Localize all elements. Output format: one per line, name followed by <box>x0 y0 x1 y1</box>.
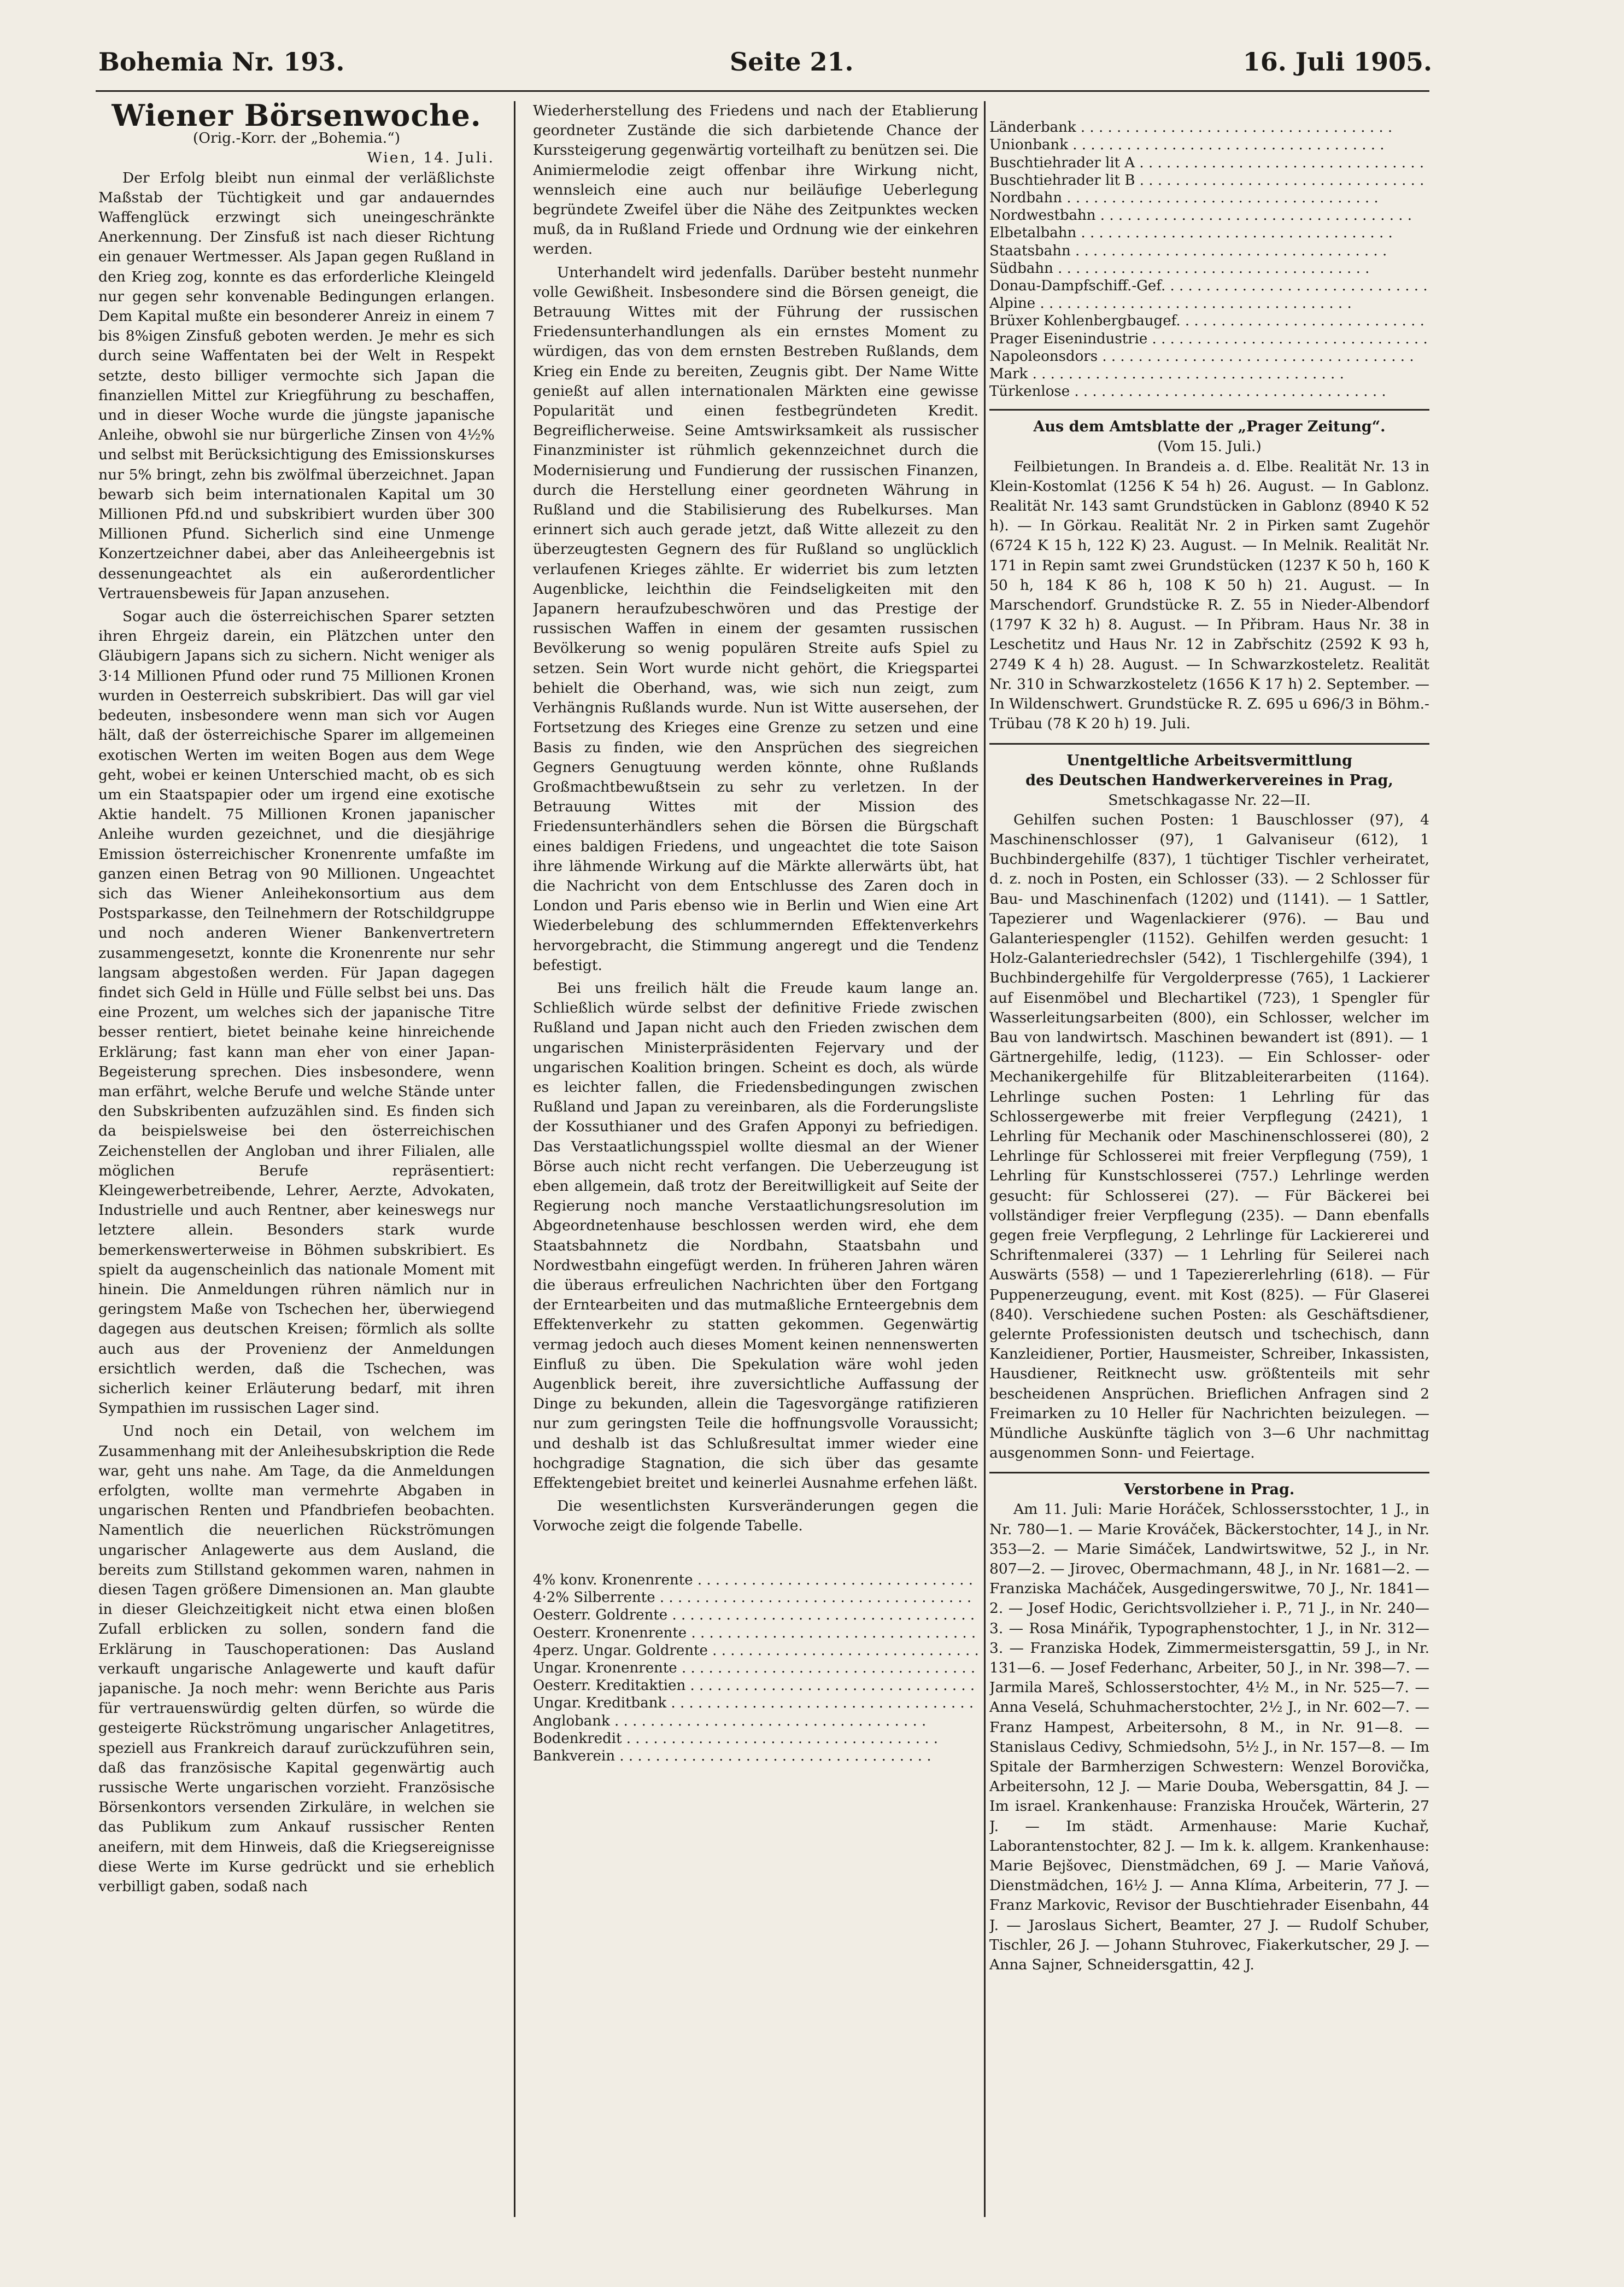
section-paragraph: Feilbietungen. In Brandeis a. d. Elbe. Realität Nr. 13 in Klein-Kostomlat (1256 K 54 h) 26. August. — In Gablonz. Realität Nr. 143 samt Grundstücken in Gablonz (8940 K 52 h). — In Görkau. Realität Nr. 2 in Pirken samt Zugehör (6724 K 15 h, 122 K) 23. August. — In Melnik. Realität Nr. 171 in Repin samt zwei Grundstücken (1237 K 50 h, 160 K 50 h, 184 K 86 h, 108 K 50 h) 21. August. — In Marschendorf. Grundstücke R. Z. 55 in Nieder-Albendorf (1797 K 32 h) 8. August. — In Přibram. Haus Nr. 38 in Leschetitz und Haus Nr. 12 in Zabřschitz (2592 K 93 h, 2749 K 4 h) 28. August. — In Schwarzkosteletz. Realität Nr. 310 in Schwarzkosteletz (1656 K 17 h) 2. September. — In Wildenschwert. Grundstücke R. Z. 695 u 696/3 in Böhm.-Trübau (78 K 20 h) 19. Juli. <box>989 458 1429 733</box>
table-row <box>533 1659 978 1677</box>
header-issue: Bohemia Nr. 193. <box>98 47 345 77</box>
column-1 <box>98 101 495 2222</box>
table-row <box>533 1606 978 1624</box>
table-row <box>989 383 1429 400</box>
article-dateline: Wien, 14. Juli. <box>367 149 495 167</box>
table-row <box>989 312 1429 330</box>
table-row <box>533 1677 978 1694</box>
table-cell-name: Brüxer Kohlenbergbaugef. . . . <box>989 312 1429 330</box>
table-row <box>989 330 1429 348</box>
table-header-row <box>533 1536 978 1571</box>
table-row <box>533 1642 978 1659</box>
table-cell-name: 4perz. Ungar. Goldrente . . . <box>533 1642 978 1659</box>
article-paragraph: Die wesentlichsten Kursveränderungen gegen die Vorwoche zeigt die folgende Tabelle. <box>533 1498 978 1535</box>
table-cell-name: Donau-Dampfschiff.-Gef. . . . <box>989 277 1429 295</box>
section-heading: Aus dem Amtsblatte der „Prager Zeitung“. <box>1033 418 1386 436</box>
table-row <box>533 1712 978 1730</box>
section-subheading: Smetschkagasse Nr. 22—II. <box>1108 791 1311 809</box>
section-heading: des Deutschen Handwerkervereines in Prag, <box>1025 771 1393 789</box>
table-row <box>533 1730 978 1747</box>
table-row <box>533 1747 978 1765</box>
table-cell-name: Prager Eisenindustrie . . . <box>989 330 1429 348</box>
table-row <box>989 242 1429 260</box>
article-paragraph: Wiederherstellung des Friedens und nach der Etablierung geordneter Zustände die sich darbietende Chance der Kurssteigerung gegenwärtig vorteilhaft zu benützen sei. Die Animiermelodie zeigt offenbar ihre Wirkung nicht, wennsleich eine auch nur beiläufige Ueberlegung begründete Zweifel über die Nähe des Zeitpunktes wecken muß, da in Rußland Friede und Ordnung wie der einkehren werden. <box>533 102 978 258</box>
column-divider-1 <box>514 101 515 2217</box>
table-cell-name: Ungar. Kronenrente . . . <box>533 1659 978 1677</box>
table-row <box>989 224 1429 242</box>
table-header-row <box>989 101 1429 119</box>
table-cell-name: Mark . . . <box>989 365 1429 383</box>
table-cell-name: Alpine . . . <box>989 295 1429 312</box>
article-paragraph: Der Erfolg bleibt nun einmal der verläßlichste Maßstab der Tüchtigkeit und gar andauerndes Waffenglück erzwingt sich uneingeschränkte Anerkennung. Der Zinsfuß ist nach dieser Richtung ein genauer Wertmesser. Als Japan gegen Rußland in den Krieg zog, konnte es das erforderliche Kleingeld nur gegen sehr konvenable Bedingungen erlangen. Dem Kapital mußte ein besonderer Anreiz in einem 7 bis 8%igen Zinsfuß geboten werden. Je mehr es sich durch seine Waffentaten bei der Welt in Respekt setzte, desto billiger vermochte sich Japan die finanziellen Mittel zur Kriegführung zu beschaffen, und in dieser Woche wurde die jüngste japanische Anleihe, obwohl sie nur bürgerliche Zinsen von 4½% und selbst mit Berücksichtigung des Emissionskurses nur 5% bringt, zehn bis zwölfmal überzeichnet. Japan bewarb sich beim internationalen Kapital um 30 Millionen Pfd.nd und subskribiert wurden über 300 Millionen Pfund. Sicherlich sind eine Unmenge Konzertzeichner dabei, aber das Anleiheergebnis ist dessenungeachtet als ein außerordentlicher Vertrauensbeweis für Japan anzusehen. <box>98 169 495 602</box>
table-row <box>989 295 1429 312</box>
section-rule <box>989 409 1429 411</box>
article-paragraph: Bei uns freilich hält die Freude kaum lange an. Schließlich würde selbst der definitive Friede zwischen Rußland und Japan nicht auch den Frieden zwischen dem ungarischen Ministerpräsidenten Fejervary und der ungarischen Koalition bringen. Scheint es doch, als würde es leichter fallen, die Friedensbedingungen zwischen Rußland und Japan zu vereinbaren, als die Forderungsliste der Kossuthianer und des Grafen Apponyi zu befriedigen. Das Verstaatlichungsspiel wollte diesmal an der Wiener Börse auch nicht recht verfangen. Die Ueberzeugung ist eben allgemein, daß trotz der Bereitwilligkeit auf Seite der Regierung noch manche Verstaatlichungsresolution im Abgeordnetenhause beschlossen werden wird, ehe dem Staatsbahnnetz die Nordbahn, Staatsbahn und Nordwestbahn eingefügt werden. In früheren Jahren wären die überaus erfreulichen Nachrichten über den Fortgang der Erntearbeiten und das mutmaßliche Ernteergebnis dem Effektenverkehr zu statten gekommen. Gegenwärtig vermag jedoch auch dieses Moment keinen nennenswerten Einfluß zu üben. Die Spekulation wäre wohl jeden Augenblick bereit, ihre zuversichtliche Auffassung der Dinge zu bekunden, allein die Tagesvorgänge ratifizieren nur zum geringsten Teile die hoffnungsvolle Voraussicht; und deshalb ist das Schlußresultat immer wieder eine hochgradige Stagnation, die sich über das gesamte Effektengebiet breitet und keinerlei Ausnahme erfehen läßt. <box>533 979 978 1492</box>
table-cell-name: Bodenkredit . . . <box>533 1730 978 1747</box>
table-cell-name: 4·2% Silberrente . . . <box>533 1589 978 1606</box>
table-cell-name: Länderbank . . . <box>989 119 1429 136</box>
table-cell-name: Staatsbahn . . . <box>989 242 1429 260</box>
section-subheading: (Vom 15. Juli.) <box>1157 438 1262 455</box>
table-row <box>533 1589 978 1606</box>
table-cell-name: Anglobank . . . <box>533 1712 978 1730</box>
table-cell-name: Nordbahn . . . <box>989 189 1429 207</box>
article-title: Wiener Börsenwoche. <box>112 101 482 133</box>
header-page-number: Seite 21. <box>730 47 854 77</box>
table-cell-name: Nordwestbahn . . . <box>989 207 1429 224</box>
table-cell-name: Oesterr. Kreditaktien . . . <box>533 1677 978 1694</box>
table-cell-name: Südbahn . . . <box>989 260 1429 277</box>
table-row <box>533 1694 978 1712</box>
article-paragraph: Sogar auch die österreichischen Sparer setzten ihren Ehrgeiz darein, ein Plätzchen unter den Gläubigern Japans sich zu sichern. Nicht weniger als 3·14 Millionen Pfund oder rund 75 Millionen Kronen wurden in Oesterreich subskribiert. Das will gar viel bedeuten, insbesondere wenn man sich vor Augen hält, daß der österreichische Sparer im allgemeinen exotischen Werten im weiten Bogen aus dem Wege geht, wobei er keinen Unterschied macht, ob es sich um ein Staatspapier oder um irgend eine exotische Aktie handelt. 75 Millionen Kronen japanischer Anleihe wurden gezeichnet, und die diesjährige Emission österreichischer Kronenrente umfaßte im ganzen einen Betrag von 90 Millionen. Ungeachtet sich das Wiener Anleihekonsortium aus dem Postsparkasse, den Teilnehmern der Rotschildgruppe und noch anderen Wiener Bankenvertretern zusammengesetzt, konnte die Kronenrente nur sehr langsam abgestoßen werden. Für Japan dagegen findet sich Geld in Hülle und Fülle selbst bei uns. Das eine Prozent, um welches sich der japanische Titre besser rentiert, bietet beinahe keine hinreichende Erklärung; fast kann man eher von einer Japan-Begeisterung sprechen. Dies insbesondere, wenn man erfährt, welche Berufe und welche Stände unter den Subskribenten aufzuzählen sind. Es finden sich da beispielsweise bei den österreichischen Zeichenstellen der Angloban und ihrer Filialen, alle möglichen Berufe repräsentiert: Kleingewerbetreibende, Lehrer, Aerzte, Advokaten, Industrielle und auch Rentner, aber keineswegs nur letztere allein. Besonders stark wurde bemerkenswerterweise in Böhmen subskribiert. Es spielt da augenscheinlich das nationale Moment mit hinein. Die Anmeldungen rühren nämlich nur in geringstem Maße von Tschechen her, überwiegend dagegen aus deutschen Kreisen; förmlich als sollte auch aus der Provenienz der Anmeldungen ersichtlich werden, daß die Tschechen, was sicherlich keiner Erläuterung bedarf, mit ihren Sympathien im russischen Lager sind. <box>98 608 495 1417</box>
section-rule <box>989 1472 1429 1473</box>
header-rule <box>96 90 1429 92</box>
table-row <box>989 207 1429 224</box>
section-paragraph: Am 11. Juli: Marie Horáček, Schlossersstochter, 1 J., in Nr. 780—1. — Marie Krováček, Bäckerstochter, 14 J., in Nr. 353—2. — Marie Simáček, Landwirtswitwe, 52 J., in Nr. 807—2. — Jirovec, Obermachmann, 48 J., in Nr. 1681—2. — Franziska Macháček, Ausgedingerswitwe, 70 J., Nr. 1841—2. — Josef Hodic, Gerichtsvollzieher i. P., 71 J., in Nr. 240—3. — Rosa Minářik, Typographenstochter, 1 J., in Nr. 312—3. — Franziska Hodek, Zimmermeistersgattin, 59 J., in Nr. 131—6. — Josef Federhanc, Arbeiter, 50 J., in Nr. 398—7. — Jarmila Mareš, Schlosserstochter, 4½ M., in Nr. 525—7. — Anna Veselá, Schuhmacherstochter, 2½ J., in Nr. 602—7. — Franz Hampest, Arbeitersohn, 8 M., in Nr. 91—8. — Stanislaus Cedivy, Schmiedsohn, 5½ J., in Nr. 157—8. — Im Spitale der Barmherzigen Schwestern: Wenzel Borovička, Arbeitersohn, 12 J. — Marie Douba, Webersgattin, 84 J. — Im israel. Krankenhause: Franziska Hrouček, Wärterin, 27 J. — Im städt. Armenhause: Marie Kuchař, Laborantenstochter, 82 J. — Im k. k. allgem. Krankenhause: Marie Bejšovec, Dienstmädchen, 69 J. — Marie Vaňová, Dienstmädchen, 16½ J. — Anna Klíma, Arbeiterin, 77 J. — Franz Markovic, Revisor der Buschtiehrader Eisenbahn, 44 J. — Jaroslaus Sichert, Beamter, 27 J. — Rudolf Schuber, Tischler, 26 J. — Johann Stuhrovec, Fiakerkutscher, 29 J. — Anna Sajner, Schneidersgattin, 42 J. <box>989 1501 1429 1974</box>
table-cell-name: Bankverein . . . <box>533 1747 978 1765</box>
column-2 <box>533 101 978 2222</box>
column-divider-2 <box>984 101 986 2217</box>
table-cell-name: Elbetalbahn . . . <box>989 224 1429 242</box>
table-row <box>989 348 1429 365</box>
rates-table-2 <box>989 101 1429 400</box>
table-row <box>989 172 1429 189</box>
article-paragraph: Unterhandelt wird jedenfalls. Darüber besteht nunmehr volle Gewißheit. Insbesondere sind die Börsen geneigt, die Betrauung Wittes mit der Führung der russischen Friedensunterhandlungen als ein ernstes Moment zu würdigen, das von dem ernsten Bestreben Rußlands, dem Krieg ein Ende zu bereiten, Zeugnis gibt. Der Name Witte genießt auf allen internationalen Märkten eine gewisse Popularität und einen festbegründeten Kredit. Begreiflicherweise. Seine Amtswirksamkeit als russischer Finanzminister ist rühmlich gekennzeichnet durch die Modernisierung und Fundierung der russischen Finanzen, durch die Herstellung einer geordneten Währung in Rußland und die Stabilisierung des Rubelkurses. Man erinnert sich auch gerade jetzt, daß Witte allezeit zu den überzeugtesten Gegnern des für Rußland so unglücklich verlaufenen Krieges zählte. Er widerriet bis zum letzten Augenblicke, leichthin die Feindseligkeiten mit den Japanern heraufzubeschwören und das Prestige der russischen Waffen in einem der gesamten russischen Bevölkerung so wenig populären Streite aufs Spiel zu setzen. Sein Wort wurde nicht gehört, die Kriegspartei behielt die Oberhand, was, wie sich nun zeigt, zum Verhängnis Rußlands wurde. Nun ist Witte ausersehen, der Fortsetzung des Krieges eine Grenze zu setzen und eine Basis zu finden, wie den Ansprüchen des siegreichen Gegners Genugtuung werden könnte, ohne Rußlands Großmachtbewußtsein zu sehr zu verletzen. In der Betrauung Wittes mit der Mission des Friedensunterhändlers sehen die Börsen die Bürgschaft eines baldigen Friedens, und ungeachtet die tote Saison ihre lähmende Wirkung auf die Märkte allerwärts übt, hat die Nachricht von dem Entschlusse des Zaren doch in London und Paris ebenso wie in Berlin und Wien eine Art Wiederbelebung des schlummernden Effektenverkehrs hervorgebracht, die Stimmung angeregt und die Tendenz befestigt. <box>533 264 978 974</box>
table-row <box>989 154 1429 172</box>
table-cell-name: Buschtiehrader lit B . . . <box>989 172 1429 189</box>
table-row <box>533 1571 978 1589</box>
table-cell-name: Oesterr. Goldrente . . . <box>533 1606 978 1624</box>
table-row <box>989 260 1429 277</box>
section-heading: Verstorbene in Prag. <box>1124 1481 1295 1499</box>
section-paragraph: Gehilfen suchen Posten: 1 Bauschlosser (97), 4 Maschinenschlosser (97), 1 Galvaniseur (612), 1 Buchbindergehilfe (837), 1 tüchtiger Tischler verheiratet, d. z. noch in Posten, ein Schlosser (33). — 2 Schlosser für Bau- und Maschinenfach (1202) und (1141). — 1 Sattler, Tapezierer und Wagenlackierer (976). — Bau und Galanteriespengler (1152). Gehilfen werden gesucht: 1 Holz-Galanteriedrechsler (542), 1 Tischlergehilfe (394), 1 Buchbindergehilfe für Vergolderpresse (765), 1 Lackierer auf Eisenmöbel und Blechartikel (723), 1 Spengler für Wasserleitungsarbeiten (800), ein Schlosser, welcher im Bau von landwirtsch. Maschinen bewandert ist (891). — 1 Gärtnergehilfe, ledig, (1123). — Ein Schlosser- oder Mechanikergehilfe für Blitzableiterarbeiten (1164). Lehrlinge suchen Posten: 1 Lehrling für das Schlossergewerbe mit freier Verpflegung (2421), 1 Lehrling für Mechanik oder Maschinenschlosserei (80), 2 Lehrlinge für Schlosserei mit freier Verpflegung (759), 1 Lehrling für Kunstschlosserei (757.) Lehrlinge werden gesucht: für Schlosserei (27). — Für Bäckerei bei vollständiger freier Verpflegung (235). — Dann ebenfalls gegen freie Verpflegung, 2 Lehrlinge für Lackiererei und Schriftenmalerei (337) — 1 Lehrling für Seilerei nach Auswärts (558) — und 1 Tapeziererlehrling (618). — Für Puppenerzeugung, event. mit Kost (825). — Für Glaserei (840). Verschiedene suchen Posten: als Geschäftsdiener, gelernte Professionisten deutsch und tschechisch, dann Kanzleidiener, Portier, Hausmeister, Schreiber, Inkassisten, Hausdiener, Reitknecht usw. größtenteils mit sehr bescheidenen Ansprüchen. Brieflichen Anfragen sind 2 Freimarken zu 10 Heller für Nachrichten beizulegen. — Mündliche Auskünfte täglich von 3—6 Uhr nachmittag ausgenommen Sonn- und Feiertage. <box>989 811 1429 1462</box>
section-heading: Unentgeltliche Arbeitsvermittlung <box>1066 752 1352 769</box>
table-cell-name: 4% konv. Kronenrente . . . <box>533 1571 978 1589</box>
article-paragraph: Und noch ein Detail, von welchem im Zusammenhang mit der Anleihesubskription die Rede war, geht uns nahe. Am Tage, da die Anmeldungen erfolgten, wollte man vermehrte Abgaben in ungarischen Renten und Pfandbriefen beobachten. Namentlich die neuerlichen Rückströmungen ungarischer Anlagewerte aus dem Ausland, die bereits zum Stillstand gekommen waren, nahmen in diesen Tagen größere Dimensionen an. Man glaubte in dieser Gleichzeitigkeit nicht etwa einen bloßen Zufall erblicken zu sollen, sondern fand die Erklärung in Tauschoperationen: Das Ausland verkauft ungarische Anlagewerte und kauft dafür japanische. Ja noch mehr: wenn Berichte aus Paris für vertrauenswürdig gelten dürfen, so würde die gesteigerte Rückströmung ungarischer Anlagetitres, speziell aus Frankreich darauf zurückzuführen sein, daß das französische Kapital gegenwärtig auch russische Werte ungarischen vorzieht. Französische Börsenkontors versenden Zirkuläre, in welchen sie das Publikum zum Ankauf russischer Renten aneifern, mit dem Hinweis, daß die Kriegsereignisse diese Werte im Kurse gedrückt und sie erheblich verbilligt gaben, sodaß nach <box>98 1423 495 1896</box>
rates-table-1 <box>533 1536 978 1765</box>
table-row <box>989 119 1429 136</box>
table-cell-name: Buschtiehrader lit A . . . <box>989 154 1429 172</box>
section-rule <box>989 743 1429 745</box>
column-3 <box>989 101 1429 2222</box>
table-cell-name: Napoleonsdors . . . <box>989 348 1429 365</box>
page-header <box>98 47 1432 85</box>
table-row <box>989 365 1429 383</box>
table-cell-name: Ungar. Kreditbank . . . <box>533 1694 978 1712</box>
table-cell-name: Türkenlose . . . <box>989 383 1429 400</box>
table-row <box>989 277 1429 295</box>
table-row <box>989 189 1429 207</box>
article-subtitle: (Orig.-Korr. der „Bohemia.“) <box>192 130 401 147</box>
table-cell-name: Unionbank . . . <box>989 136 1429 154</box>
table-row <box>533 1624 978 1642</box>
table-row <box>989 136 1429 154</box>
header-date: 16. Juli 1905. <box>1242 47 1432 77</box>
table-cell-name: Oesterr. Kronenrente . . . <box>533 1624 978 1642</box>
